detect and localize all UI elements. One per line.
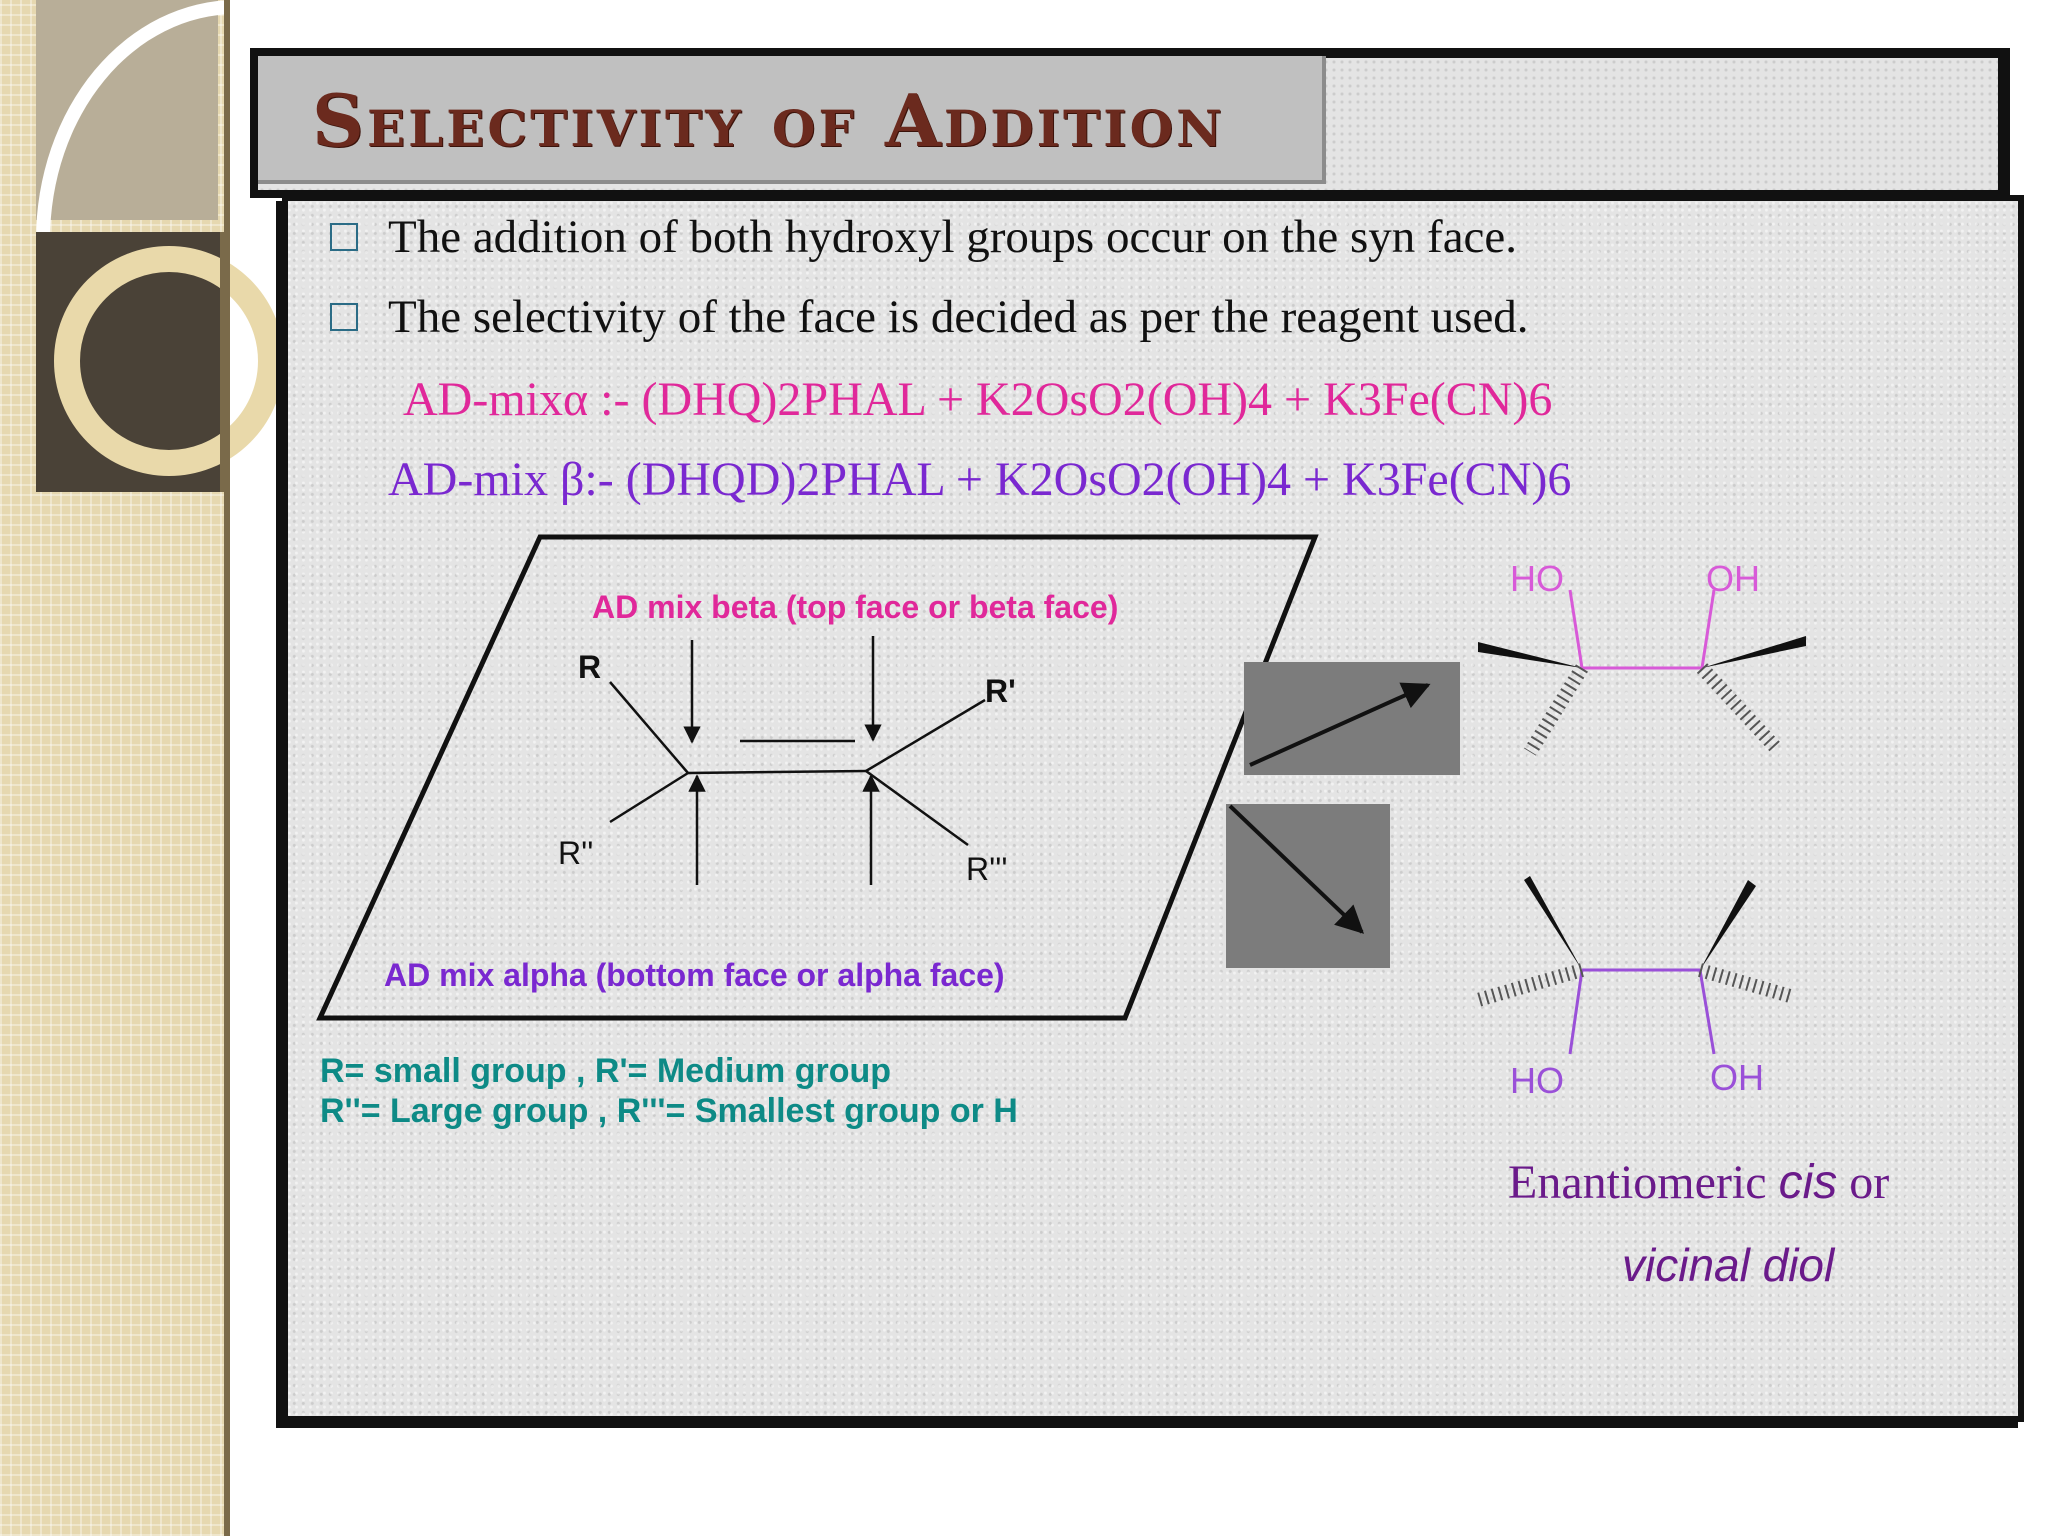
substituent-r: R	[578, 649, 602, 685]
formula-ad-mix-beta: AD-mix β:- (DHQD)2PHAL + K2OsO2(OH)4 + K3Fe(CN)6	[388, 453, 1572, 506]
arrow-box-bottom	[1226, 804, 1390, 968]
caption-suffix: or	[1837, 1156, 1890, 1209]
legend-line: R= small group , R'= Medium group	[320, 1052, 892, 1090]
bullet-text: The addition of both hydroxyl groups occur on the syn face.	[388, 211, 1518, 263]
attack-arrows	[692, 636, 873, 885]
diol-top-oh: OH	[1706, 558, 1760, 599]
caption-cis: cis	[1778, 1156, 1838, 1209]
diol-bottom	[1478, 876, 1790, 1101]
top-face-label: AD mix beta (top face or beta face)	[592, 589, 1119, 625]
legend-line: R''= Large group , R'''= Smallest group or H	[320, 1092, 1018, 1130]
substituent-r-triple: R'''	[966, 851, 1008, 887]
substituent-r-double: R''	[558, 835, 594, 871]
caption-line-2: vicinal diol	[1622, 1239, 1835, 1291]
formula-ad-mix-alpha: AD-mixα :- (DHQ)2PHAL + K2OsO2(OH)4 + K3Fe(CN)6	[403, 373, 1553, 426]
slide-title: Selectivity of Addition	[312, 78, 1225, 163]
caption-prefix: Enantiomeric	[1508, 1156, 1779, 1209]
substituent-r-prime: R'	[985, 673, 1016, 709]
diol-bottom-oh: OH	[1710, 1057, 1764, 1098]
bottom-face-label: AD mix alpha (bottom face or alpha face)	[384, 957, 1005, 993]
alkene-skeleton	[610, 682, 985, 845]
diol-top	[1478, 558, 1806, 752]
diol-bottom-ho: HO	[1510, 1060, 1564, 1101]
caption-line-1	[1508, 1155, 1889, 1210]
diol-top-ho: HO	[1510, 558, 1564, 599]
bullet-text: The selectivity of the face is decided as per the reagent used.	[388, 291, 1529, 343]
